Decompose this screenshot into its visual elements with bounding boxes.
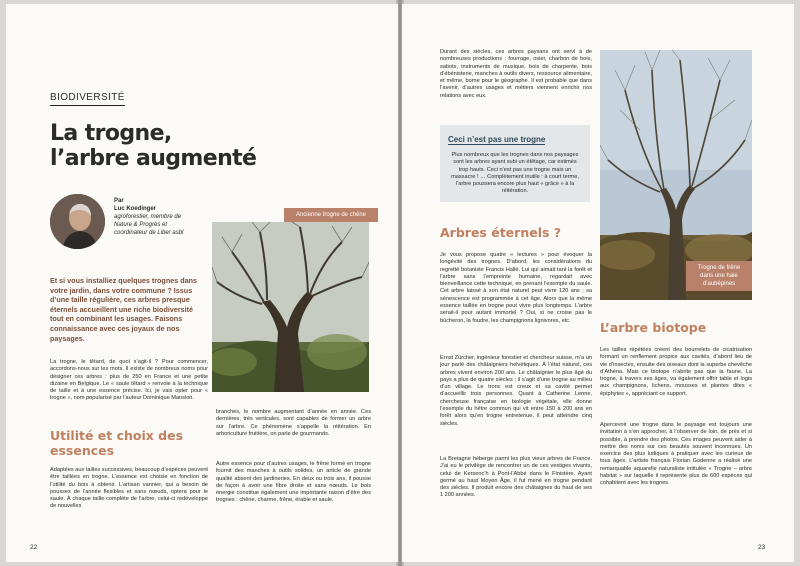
eternels-paragraph-3: La Bretagne héberge parmi les plus vieux arbres de France. J’ai eu le privilège de rencontrer un de ces vestiges vivants, celui de Kerseoc’h à Pont-l’Abbé dans le Finistère. Ayant germé au haut Moyen Âge, il fut mené en trogne pendant des siècles. Il produit encore des châtaignes du haut de ses 1 200 années. — [440, 456, 592, 499]
utilite-paragraph: Adaptées aux tailles successives, beaucoup d’espèces peuvent être taillées en trogne. L’essence est choisie en fonction de l’utilité du bois à obtenir. L’artisan vannier, qui a besoin de pousses de l’année flexibles et sans nœuds, optera pour le saule. À chaque taille complète de l’arbre, celui-ci redéveloppe de nouvelles — [50, 467, 208, 510]
info-box-title: Ceci n’est pas une trogne — [448, 135, 546, 144]
title-line-2: l’arbre augmenté — [50, 146, 257, 171]
photo-caption-chene: Ancienne trogne de chêne — [284, 208, 378, 222]
photo-caption-frene: Trogne de frêne dans une haie d’aubépines — [686, 261, 752, 291]
author-role: agroforestier, membre de Nature & Progrès et coordinateur de Liber asbl — [114, 214, 184, 236]
info-box — [440, 125, 590, 202]
frene-paragraph: Autre essence pour d’autres usages, le frêne formé en trogne fournit des manches à outils solides, un article de grande qualité absent des jardineries. En deux ou trois ans, il pousse de façon à avoir une fibre droite et sans nœuds. Le bois énergie constitue également une importante raison d’être des trognes : chêne, charme, frêne, érable et saule. — [216, 461, 371, 504]
page-number-right: 23 — [758, 544, 766, 551]
page-number-left: 22 — [30, 544, 38, 551]
intro-paragraph: La trogne, le têtard, de quoi s’agit-il ? Pour commencer, accordons-nous sur les mots. Il existe de nombreux noms pour désigner ces arbres : plus de 250 en France et une petite dizaine en Belgique. Le « saule têtard » renvoie à la technique de taille et à une essence précise. Ici, je vais opter pour « trogne », nom popularisé par l’auteur Dominique Mansion. — [50, 359, 208, 402]
heading-arbre-biotope: L’arbre biotope — [600, 320, 707, 335]
usages-paragraph: Durant des siècles, ces arbres paysans ont servi à de nombreuses productions : fourrage, osier, charbon de bois, sabots, instruments de musique, bois de charpente, bois d’ébénisterie, manches à outils divers, ressource alimentaire, et même, borne pour le géographe. Il est probable que dans l’avenir, d’autres usages et métiers viennent enrichir nos relations avec eux. — [440, 49, 592, 99]
info-box-text: Plus nombreux que les trognes dans nos paysages sont les arbres ayant subi un étêtage, car estimés trop hauts. Ceci n’est pas une trogne mais un massacre ! … Complètement inutile : à court terme, l’arbre poussera encore plus haut « grâce » à la réitération. — [451, 152, 579, 195]
heading-arbres-eternels: Arbres éternels ? — [440, 225, 562, 240]
heading-utilite: Utilité et choix des essences — [50, 428, 184, 458]
author-name: Luc Koedinger — [114, 206, 157, 212]
eternels-paragraph-2: Ernst Zürcher, ingénieur forestier et chercheur suisse, m’a un jour parlé des châtaigniers helvétiques. À l’état naturel, ces arbres vivent environ 200 ans. Le châtaignier le plus âgé du pays a plus de quatre siècles ; il s’agit d’une trogne au milieu d’un village. Le tronc est creux et sa cavité permet d’accueillir trois personnes. Quant à Catherine Lenne, chercheuse française en biologie végétale, elle donne l’exemple du hêtre commun qui vit entre 150 à 200 ans en forêt alors qu’en trogne entretenue, il peut atteindre cinq siècles. — [440, 355, 592, 427]
photo-oak-trogne — [212, 222, 369, 392]
author-avatar — [50, 194, 105, 249]
byline-par: Par — [114, 198, 124, 204]
left-page — [6, 4, 398, 562]
byline — [114, 197, 194, 237]
article-title — [50, 121, 300, 171]
biotope-paragraph-2: Apercevoir une trogne dans le paysage est toujours une invitation à s’en approcher, à l’observer de loin, de près et si possible, à prendre des photos. Ces images peuvent aider à mettre des noms sur ces beautés souvent inconnues. Un exercice des plus ludiques à pratiquer avec les curieux de tous âges. L’artiste français Florian Godenne a réalisé une remarquable aquarelle naturaliste intitulée « Trogne – arbre habitat » sur laquelle il représente plus de 600 espèces qui cohabitent avec les trognes. — [600, 422, 752, 487]
right-page — [402, 4, 794, 562]
eternels-paragraph-1: Je vous propose quatre « lectures » pour évoquer la longévité des trognes. D’abord, les considérations du regretté botaniste Francis Hallé. Lui qui aimait tant la forêt et l’arbre sans l’empreinte humaine, regardait avec bienveillance cette technique, en prenant l’exemple du saule. Cet arbre laissé à son état naturel peut vivre 120 ans ; sa sénescence est programmée à cet âge. Alors que la même essence taillée en trogne peut vivre plus longtemps. L’arbre serait-il pour autant immortel ? Oui, si ne croise pas le bûcheron, la foudre, les champignons lignivores, etc. — [440, 252, 592, 324]
reiteration-paragraph: branches, le nombre augmentant d’année en année. Ces dernières, très verticales, sont capables de former un arbre sur l’arbre. Ce phénomène s’appelle la réitération. En arboriculture fruitière, on parle de gourmands. — [216, 409, 371, 437]
section-label: BIODIVERSITÉ — [50, 92, 125, 106]
biotope-paragraph-1: Les tailles répétées créent des bourrelets de cicatrisation formant un renflement propice aux cavités, d’abord lieu de vie d’insectes, ensuite des oiseaux dont la superbe chevêche d’Athéna. Mais ce biotope n’abrite pas que la faune. La trogne, à travers ses âges, va également offrir table et logis aux champignons, lichens, mousses et plantes dites « épiphytes », appréciant ce support. — [600, 347, 752, 397]
lede: Et si vous installiez quelques trognes dans votre jardin, dans votre commune ? Issus d’une taille régulière, ces arbres presque éternels accueillent une riche biodiversité tout en combinant les usages. Faisons connaissance avec ces joyaux de nos paysages. — [50, 276, 197, 343]
title-line-1: La trogne, — [50, 121, 172, 146]
